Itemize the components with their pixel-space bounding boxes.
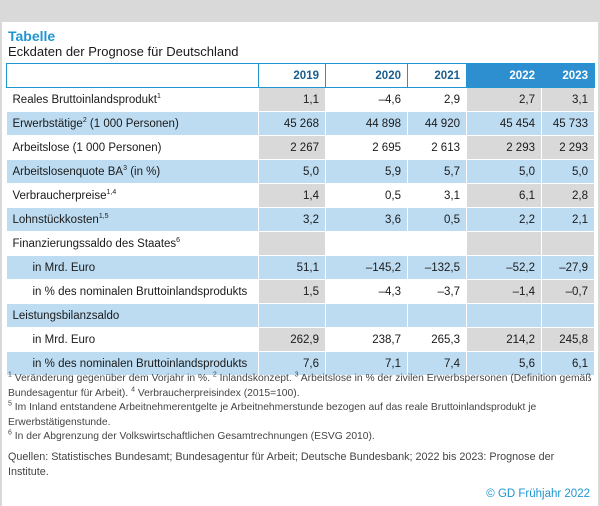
- value-cell: 45 268: [259, 112, 326, 136]
- row-label-suffix: (in %): [127, 165, 161, 178]
- row-label-suffix: (1 000 Personen): [86, 117, 179, 130]
- value-cell: [259, 304, 326, 328]
- value-cell: 2 695: [326, 136, 408, 160]
- value-cell: 214,2: [467, 328, 542, 352]
- footnote-ref: 1,4: [106, 188, 117, 196]
- footnote-ref: 1,5: [98, 212, 109, 220]
- value-cell: 0,5: [326, 184, 408, 208]
- footnote-number: 1: [8, 371, 12, 379]
- value-cell: –27,9: [542, 256, 595, 280]
- value-cell: 1,5: [259, 280, 326, 304]
- row-label-text: in Mrd. Euro: [32, 261, 96, 274]
- footnote-text: In der Abgrenzung der Volkswirtschaftlichen Gesamtrechnungen (ESVG 2010).: [11, 431, 375, 442]
- value-cell: [542, 232, 595, 256]
- value-cell: 5,6: [467, 352, 542, 376]
- value-cell: 44 920: [408, 112, 467, 136]
- value-cell: [467, 232, 542, 256]
- footnote-ref: 3: [123, 164, 128, 172]
- value-cell: 44 898: [326, 112, 408, 136]
- value-cell: –4,3: [326, 280, 408, 304]
- header-row: [7, 64, 595, 88]
- value-cell: 0,5: [408, 208, 467, 232]
- value-cell: 262,9: [259, 328, 326, 352]
- value-cell: 51,1: [259, 256, 326, 280]
- value-cell: [467, 304, 542, 328]
- row-label-text: Verbraucherpreise: [12, 189, 107, 202]
- value-cell: 265,3: [408, 328, 467, 352]
- value-cell: [542, 304, 595, 328]
- row-label-text: in % des nominalen Bruttoinlandsprodukts: [32, 357, 248, 370]
- header-label-cell: [7, 64, 259, 88]
- value-cell: –145,2: [326, 256, 408, 280]
- value-cell: 5,0: [259, 160, 326, 184]
- footnote-number: 3: [294, 371, 299, 379]
- value-cell: 5,0: [467, 160, 542, 184]
- row-label: [7, 160, 259, 184]
- value-cell: 245,8: [542, 328, 595, 352]
- value-cell: 3,2: [259, 208, 326, 232]
- value-cell: 2,1: [542, 208, 595, 232]
- value-cell: 5,7: [408, 160, 467, 184]
- table-row: [7, 88, 595, 112]
- copyright: © GD Frühjahr 2022: [486, 488, 590, 500]
- value-cell: 7,6: [259, 352, 326, 376]
- footnote-number: 2: [212, 371, 217, 379]
- row-label: [7, 136, 259, 160]
- table-title: Tabelle: [8, 28, 56, 44]
- table-row: [7, 136, 595, 160]
- value-cell: –4,6: [326, 88, 408, 112]
- row-label-text: Finanzierungssaldo des Staates: [12, 237, 177, 250]
- footnotes: [8, 372, 592, 445]
- row-label-text: in % des nominalen Bruttoinlandsprodukts: [32, 285, 248, 298]
- value-cell: 6,1: [542, 352, 595, 376]
- header-year: 2020: [326, 64, 408, 88]
- table-row: [7, 160, 595, 184]
- table-row: [7, 112, 595, 136]
- table-row: [7, 256, 595, 280]
- value-cell: [408, 232, 467, 256]
- table-row: [7, 328, 595, 352]
- value-cell: 7,1: [326, 352, 408, 376]
- value-cell: 2 613: [408, 136, 467, 160]
- footnote-ref: 2: [82, 116, 87, 124]
- footnote-ref: 1: [156, 92, 161, 100]
- footnote-text: Inlandskonzept.: [216, 373, 295, 384]
- value-cell: –132,5: [408, 256, 467, 280]
- row-label-text: in Mrd. Euro: [32, 333, 96, 346]
- value-cell: 3,1: [408, 184, 467, 208]
- row-label-text: Reales Bruttoinlandsprodukt: [12, 93, 157, 106]
- footnote-text: Veränderung gegenüber dem Vorjahr in %.: [11, 373, 213, 384]
- footnote-text: Arbeitslose in % der zivilen Erwerbspersonen (Definition gemäß Bundesagentur für Arbeit).: [8, 373, 592, 399]
- row-label: [7, 88, 259, 112]
- value-cell: –1,4: [467, 280, 542, 304]
- table-subtitle: Eckdaten der Prognose für Deutschland: [8, 44, 239, 59]
- header-year: 2021: [408, 64, 467, 88]
- value-cell: 2 293: [542, 136, 595, 160]
- table-row: [7, 280, 595, 304]
- value-cell: 5,9: [326, 160, 408, 184]
- row-label: [7, 112, 259, 136]
- row-label: [7, 184, 259, 208]
- value-cell: 2,2: [467, 208, 542, 232]
- value-cell: [408, 304, 467, 328]
- value-cell: 2,8: [542, 184, 595, 208]
- value-cell: 5,0: [542, 160, 595, 184]
- row-label: [7, 280, 259, 304]
- row-label-text: Arbeitslose (1 000 Personen): [12, 141, 162, 154]
- table-row: [7, 304, 595, 328]
- value-cell: 2 293: [467, 136, 542, 160]
- row-label-text: Leistungsbilanzsaldo: [12, 309, 120, 322]
- value-cell: 3,6: [326, 208, 408, 232]
- row-label-text: Erwerbstätige: [12, 117, 83, 130]
- value-cell: 2 267: [259, 136, 326, 160]
- row-label: [7, 232, 259, 256]
- value-cell: [326, 304, 408, 328]
- value-cell: 2,7: [467, 88, 542, 112]
- footnote-number: 5: [8, 400, 12, 408]
- table-row: [7, 208, 595, 232]
- table-row: [7, 232, 595, 256]
- row-label-text: Arbeitslosenquote BA: [12, 165, 124, 178]
- value-cell: –0,7: [542, 280, 595, 304]
- footnote-text: Verbraucherpreisindex (2015=100).: [134, 387, 300, 399]
- table-row: [7, 184, 595, 208]
- footnote-number: 4: [131, 386, 135, 394]
- row-label: [7, 304, 259, 328]
- header-year-forecast: 2023: [542, 64, 595, 88]
- value-cell: 45 733: [542, 112, 595, 136]
- value-cell: –52,2: [467, 256, 542, 280]
- header-year: 2019: [259, 64, 326, 88]
- value-cell: 2,9: [408, 88, 467, 112]
- value-cell: [259, 232, 326, 256]
- value-cell: 238,7: [326, 328, 408, 352]
- table-panel: [2, 22, 598, 506]
- footnote-text: Im Inland entstandene Arbeitnehmerentgelte je Arbeitnehmerstunde bezogen auf das reale Bruttoinlandsprodukt je Erwerbstätigenstunde.: [8, 402, 537, 428]
- value-cell: 1,4: [259, 184, 326, 208]
- value-cell: 45 454: [467, 112, 542, 136]
- forecast-table: [6, 63, 595, 376]
- row-label: [7, 328, 259, 352]
- value-cell: 6,1: [467, 184, 542, 208]
- footnote-ref: 6: [176, 236, 181, 244]
- value-cell: 7,4: [408, 352, 467, 376]
- row-label: [7, 256, 259, 280]
- row-label-text: Lohnstückkosten: [12, 213, 99, 226]
- value-cell: –3,7: [408, 280, 467, 304]
- row-label: [7, 208, 259, 232]
- footnote-number: 6: [8, 429, 12, 437]
- sources: Quellen: Statistisches Bundesamt; Bundesagentur für Arbeit; Deutsche Bundesbank; 2022 bis 2023: Prognose der Institute.: [8, 451, 555, 478]
- value-cell: 1,1: [259, 88, 326, 112]
- value-cell: [326, 232, 408, 256]
- value-cell: 3,1: [542, 88, 595, 112]
- header-year-forecast: 2022: [467, 64, 542, 88]
